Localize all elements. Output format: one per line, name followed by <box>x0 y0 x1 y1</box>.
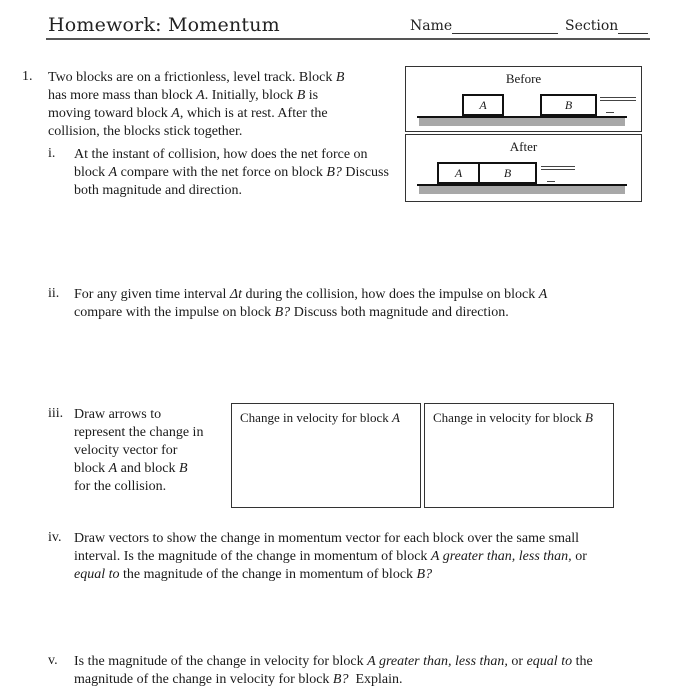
velocity-arrow-line <box>600 100 636 101</box>
intro-line-1: Two blocks are on a frictionless, level track. Block B <box>48 70 345 85</box>
intro-line-2: has more mass than block A. Initially, block B is <box>48 88 319 103</box>
intro-line-4: collision, the blocks stick together. <box>48 124 243 139</box>
part-ii-label: ii. <box>48 286 60 301</box>
velocity-arrow-mark <box>606 112 614 113</box>
block-b-before: B <box>540 94 597 116</box>
block-a-before: A <box>462 94 504 116</box>
velocity-arrow-mark <box>547 181 555 182</box>
page-title: Homework: Momentum <box>48 14 280 36</box>
part-iv-label: iv. <box>48 530 62 545</box>
part-iv-text: Draw vectors to show the change in momentum vector for each block over the same small interval. Is the magnitude of the change in momentum of block A greater than, less than, or equal to the magnitude of the change in momentum of block B? <box>74 531 587 582</box>
question-intro <box>48 69 378 141</box>
part-v-label: v. <box>48 653 58 668</box>
part-i-label: i. <box>48 146 56 161</box>
velocity-box-b-label: Change in velocity for block B <box>433 410 593 425</box>
velocity-arrow-line <box>600 97 636 98</box>
header-divider <box>46 38 650 40</box>
section-label: Section <box>565 18 619 34</box>
velocity-arrow-line <box>541 166 575 167</box>
part-iii-text: Draw arrows to represent the change in velocity vector for block A and block B for the collision. <box>74 407 204 494</box>
part-v-text: Is the magnitude of the change in velocity for block A greater than, less than, or equal to the magnitude of the change in velocity for block B? Explain. <box>74 654 593 687</box>
block-b-after: B <box>478 162 537 184</box>
after-label: After <box>509 139 538 154</box>
velocity-box-a-label: Change in velocity for block A <box>240 410 400 425</box>
velocity-box-a[interactable] <box>231 403 421 508</box>
name-label: Name <box>410 18 453 34</box>
diagram-after <box>405 134 642 202</box>
name-field[interactable] <box>452 33 558 34</box>
track-base <box>419 186 625 194</box>
section-field[interactable] <box>618 33 648 34</box>
intro-line-3: moving toward block A, which is at rest. After the <box>48 106 328 121</box>
velocity-arrow-line <box>541 169 575 170</box>
before-label: Before <box>505 71 542 86</box>
diagram-before <box>405 66 642 132</box>
block-a-after: A <box>437 162 480 184</box>
velocity-box-b[interactable] <box>424 403 614 508</box>
part-ii-text: For any given time interval Δt during the collision, how does the impulse on block A compare with the impulse on block B? Discuss both magnitude and direction. <box>74 287 548 320</box>
question-number: 1. <box>22 69 33 84</box>
part-iii-label: iii. <box>48 406 64 421</box>
part-i-text: At the instant of collision, how does the net force on block A compare with the net force on block B? Discuss both magnitude and direction. <box>74 147 389 198</box>
track-base <box>419 118 625 126</box>
